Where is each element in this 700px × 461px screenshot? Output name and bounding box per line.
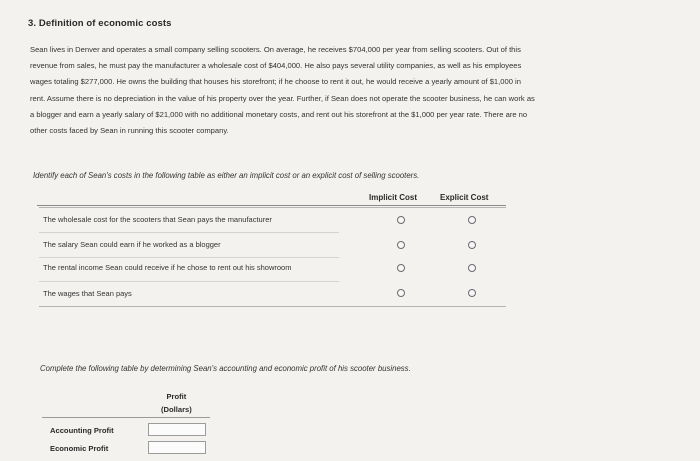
implicit-radio[interactable] (397, 241, 405, 249)
explicit-radio[interactable] (468, 289, 476, 297)
cost-table-instruction: Identify each of Sean's costs in the following table as either an implicit cost or an explicit cost of selling scooters. (33, 171, 420, 180)
profit-table-instruction: Complete the following table by determining Sean's accounting and economic profit of his scooter business. (40, 364, 411, 373)
economic-profit-label: Economic Profit (50, 444, 109, 453)
problem-line: wages totaling $277,000. He owns the building that houses his storefront; if he choose to rent it out, he would receive a yearly amount of $1,000 in (30, 77, 521, 87)
row-label: The wholesale cost for the scooters that Sean pays the manufacturer (43, 215, 272, 224)
accounting-profit-label: Accounting Profit (50, 426, 114, 435)
implicit-cost-header: Implicit Cost (369, 193, 418, 202)
problem-line: other costs faced by Sean in running this scooter company. (30, 126, 229, 136)
problem-line: revenue from sales, he must pay the manufacturer a wholesale cost of $404,000. He also pays several utility companies, as well as his employees (30, 61, 522, 71)
cost-classification-table (37, 189, 506, 310)
implicit-radio[interactable] (397, 264, 405, 272)
explicit-radio[interactable] (468, 264, 476, 272)
table-row (39, 256, 506, 280)
problem-line: a blogger and earn a yearly salary of $21,000 with no additional monetary costs, and rent out his storefront at the $1,000 per year rate. There are no (30, 109, 528, 119)
cost-rows (39, 207, 506, 307)
implicit-radio[interactable] (397, 289, 405, 297)
table-row (39, 208, 506, 232)
question-heading: 3. Definition of economic costs (28, 18, 172, 29)
explicit-radio[interactable] (468, 241, 476, 249)
explicit-radio[interactable] (468, 216, 476, 224)
profit-header (161, 390, 192, 416)
explicit-cost-header: Explicit Cost (440, 193, 489, 202)
profit-header-title: Profit (166, 392, 187, 401)
profit-header-unit: (Dollars) (161, 405, 192, 414)
row-label: The rental income Sean could receive if he chose to rent out his showroom (43, 263, 292, 272)
economic-profit-input[interactable] (148, 441, 206, 454)
implicit-radio[interactable] (397, 216, 405, 224)
table-row (39, 233, 506, 257)
problem-statement (30, 42, 670, 139)
header-divider (37, 205, 506, 206)
problem-line: Sean lives in Denver and operates a small company selling scooters. On average, he receives $704,000 per year from selling scooters. Out of this (30, 45, 521, 54)
profit-header-divider (42, 417, 210, 418)
accounting-profit-input[interactable] (148, 423, 206, 436)
profit-table (42, 386, 222, 458)
problem-line: rent. Assume there is no depreciation in the value of his property over the year. Further, if Sean does not operate the scooter business, he can work as (30, 93, 535, 103)
row-label: The wages that Sean pays (43, 289, 132, 298)
row-label: The salary Sean could earn if he worked as a blogger (43, 240, 221, 249)
table-row (39, 282, 506, 306)
